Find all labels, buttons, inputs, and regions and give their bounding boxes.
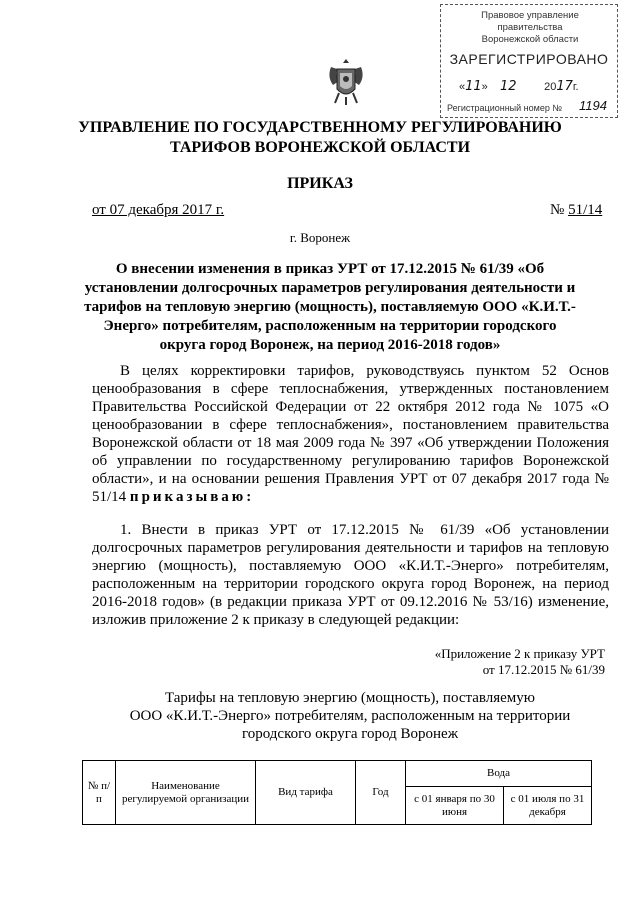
organization-name — [0, 118, 640, 158]
registration-stamp — [440, 4, 618, 118]
header-cell-year: Год — [356, 761, 406, 825]
tariffs-title-line-3: городского округа город Воронеж — [241, 726, 459, 742]
tariffs-title — [120, 689, 580, 743]
preamble-paragraph — [92, 362, 609, 506]
order-number-prefix: № — [550, 202, 565, 218]
header-cell-organization: Наименование регулируемой организации — [116, 761, 256, 825]
coat-of-arms-icon — [325, 55, 367, 107]
stamp-date: «11» 12 2017г. — [459, 79, 579, 94]
order-number-value: 51/14 — [568, 202, 603, 218]
header-cell-tariff-type: Вид тарифа — [256, 761, 356, 825]
tariffs-title-line-1: Тарифы на тепловую энергию (мощность), поставляемую — [164, 690, 536, 706]
stamp-reg-label: Регистрационный номер № — [447, 103, 563, 113]
stamp-day: 11 — [465, 79, 482, 94]
document-type: ПРИКАЗ — [287, 175, 353, 192]
city: г. Воронеж — [289, 230, 351, 245]
order-number — [550, 202, 602, 219]
stamp-reg-number: 1194 — [579, 98, 607, 113]
header-cell-water: Вода — [406, 761, 592, 787]
clause-1-paragraph: 1. Внести в приказ УРТ от 17.12.2015 № 61/39 «Об установлении долгосрочных параметров регулирования деятельности и тарифов на тепловую энергию (мощность), поставляемую ООО «К.И.Т.-Энерго» потребителям, расположенным на территории городского округа город Воронеж, на период 2016-2018 годов» (в редакции приказа УРТ от 09.12.2016 № 53/16) изменение, изложив приложение 2 к приказу в следующей редакции: — [92, 522, 609, 628]
tariffs-table — [82, 760, 592, 825]
org-line-2: ТАРИФОВ ВОРОНЕЖСКОЙ ОБЛАСТИ — [169, 139, 471, 156]
order-subject: О внесении изменения в приказ УРТ от 17.12.2015 № 61/39 «Об установлении долгосрочных параметров регулирования деятельности и тарифов на тепловую энергию (мощность), поставляемую ООО «К.И.Т.-Энерго» потребителям, расположенным на территории городского округа город Воронеж, на период 2016-2018 годов» — [84, 261, 576, 353]
org-line-1: УПРАВЛЕНИЕ ПО ГОСУДАРСТВЕННОМУ РЕГУЛИРОВАНИЮ — [78, 119, 562, 136]
stamp-line-2: Воронежской области — [481, 34, 579, 45]
stamp-month: 12 — [500, 79, 517, 94]
appendix-reference — [380, 646, 605, 678]
header-cell-first-half: с 01 января по 30 июня — [406, 787, 504, 825]
order-date: от 07 декабря 2017 г. — [92, 202, 225, 218]
appendix-line-2: от 17.12.2015 № 61/39 — [482, 662, 605, 677]
header-cell-number: № п/п — [83, 761, 116, 825]
tariffs-title-line-2: ООО «К.И.Т.-Энерго» потребителям, расположенным на территории — [129, 708, 571, 724]
preamble-text: В целях корректировки тарифов, руководствуясь пунктом 52 Основ ценообразования в сфере теплоснабжения, утвержденных постановлением Правительства Российской Федерации от 22 октября 2012 года № 1075 «О ценообразовании в сфере теплоснабжения», постановлением правительства Воронежской области от 18 мая 2009 года № 397 «Об утверждении Положения об управлении по государственному регулированию тарифов Воронежской области», и на основании решения Правления УРТ от 07 декабря 2017 года № 51/14 — [92, 363, 609, 505]
stamp-year-prefix: 20 — [544, 81, 557, 93]
stamp-line-1: Правовое управление правительства — [481, 10, 579, 33]
order-word: приказываю: — [129, 489, 255, 505]
appendix-line-1: «Приложение 2 к приказу УРТ — [434, 646, 605, 661]
stamp-authority — [451, 10, 609, 46]
stamp-registered: ЗАРЕГИСТРИРОВАНО — [449, 51, 609, 67]
header-cell-second-half: с 01 июля по 31 декабря — [504, 787, 592, 825]
stamp-year-suffix: 17 — [556, 79, 573, 94]
